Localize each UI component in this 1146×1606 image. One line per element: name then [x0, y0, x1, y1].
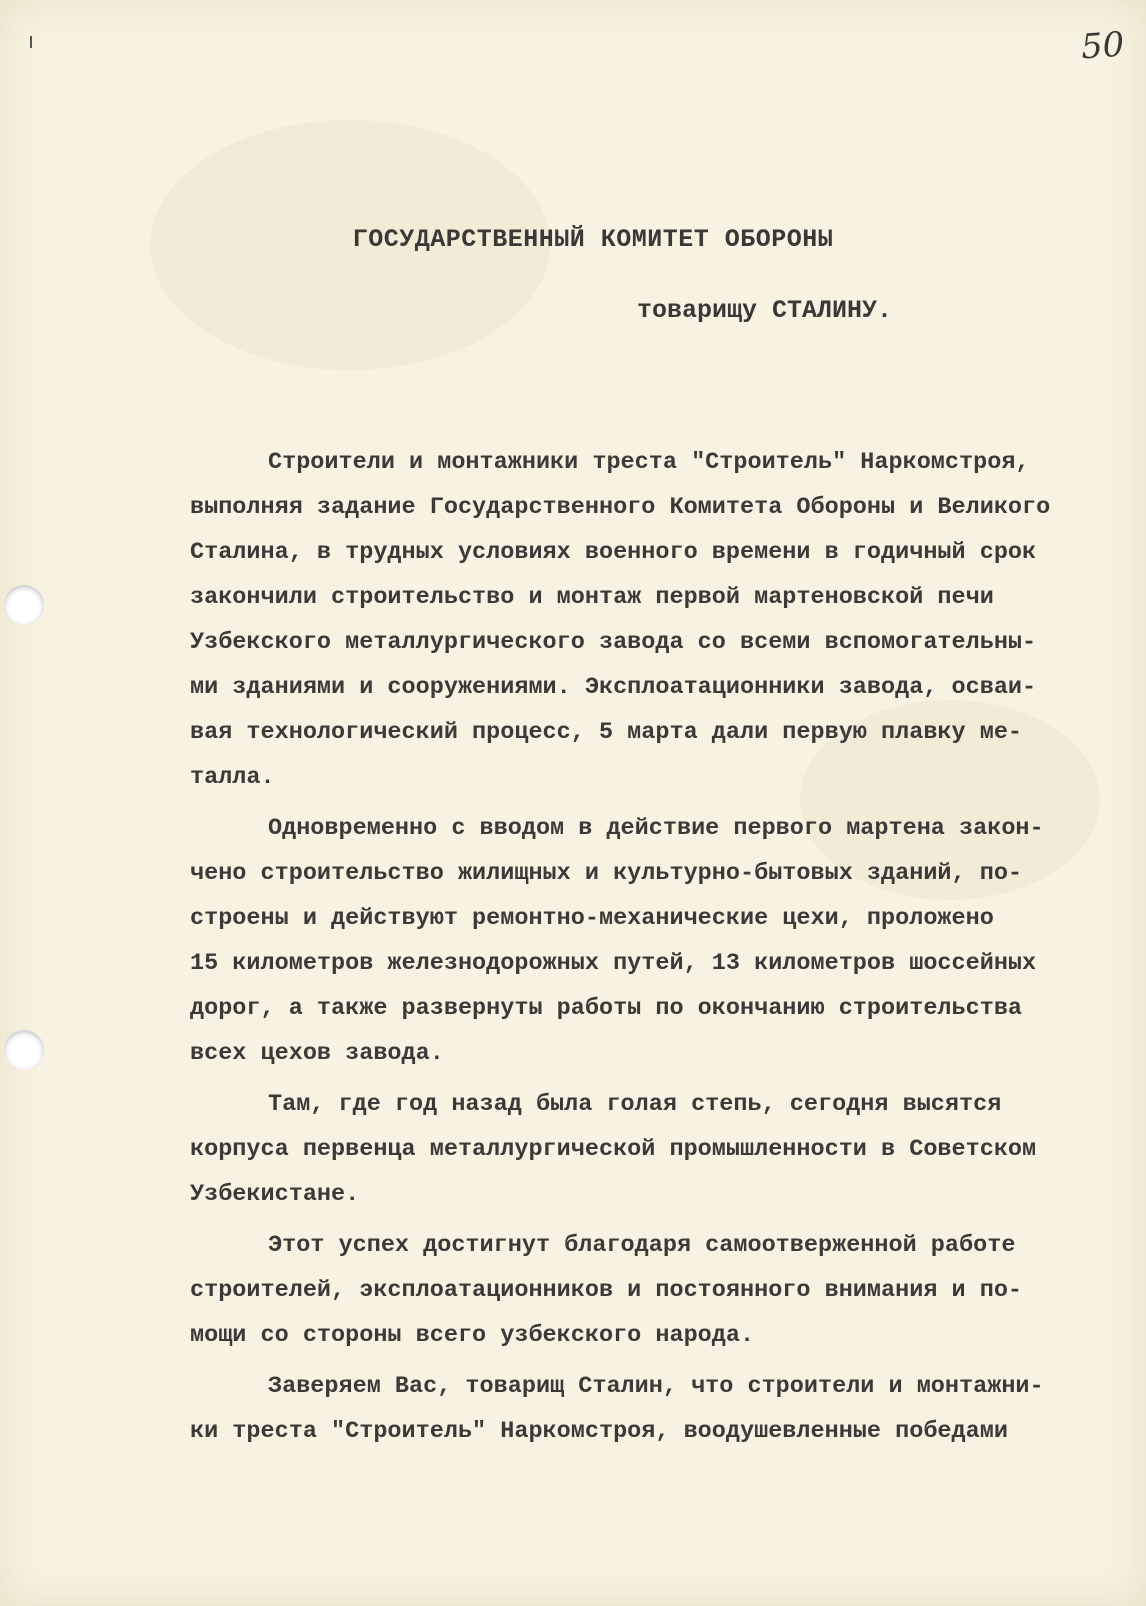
text-line: вая технологический процесс, 5 марта дали первую плавку ме- [190, 719, 1023, 746]
paragraph [190, 1223, 1110, 1358]
text-line: Там, где год назад была голая степь, сегодня высятся [268, 1091, 1002, 1118]
text-line: корпуса первенца металлургической промышленности в Советском [190, 1136, 1037, 1163]
text-line: ки треста "Строитель" Наркомстроя, воодушевленные победами [190, 1418, 1008, 1445]
text-line: Узбекского металлургического завода со всеми вспомогательны- [190, 629, 1037, 656]
text-line: Этот успех достигнут благодаря самоотверженной работе [268, 1232, 1016, 1259]
text-line: закончили строительство и монтаж первой мартеновской печи [190, 584, 994, 611]
text-line: Одновременно с вводом в действие первого мартена закон- [268, 815, 1044, 842]
text-line: Сталина, в трудных условиях военного времени в годичный срок [190, 539, 1037, 566]
text-line: 15 километров железнодорожных путей, 13 километров шоссейных [190, 950, 1037, 977]
text-line: всех цехов завода. [190, 1040, 444, 1067]
text-line: строены и действуют ремонтно-механические цехи, проложено [190, 905, 994, 932]
punch-hole [4, 585, 44, 625]
paragraph [190, 1082, 1110, 1217]
text-line: Заверяем Вас, товарищ Сталин, что строители и монтажни- [268, 1373, 1044, 1400]
text-line: Узбекистане. [190, 1181, 360, 1208]
letter-body [190, 440, 1110, 1460]
text-line: выполняя задание Государственного Комитета Обороны и Великого [190, 494, 1051, 521]
header-addressee: товарищу СТАЛИНУ. [637, 296, 893, 325]
page-number: 50 [1079, 24, 1126, 68]
text-line: чено строительство жилищных и культурно-бытовых зданий, по- [190, 860, 1023, 887]
header-organization: ГОСУДАРСТВЕННЫЙ КОМИТЕТ ОБОРОНЫ [352, 225, 834, 254]
text-line: Строители и монтажники треста "Строитель" Наркомстроя, [268, 449, 1030, 476]
text-line: ми зданиями и сооружениями. Эксплоатационники завода, осваи- [190, 674, 1037, 701]
paragraph [190, 440, 1110, 800]
margin-mark [30, 36, 32, 48]
text-line: дорог, а также развернуты работы по окончанию строительства [190, 995, 1023, 1022]
text-line: талла. [190, 764, 275, 791]
paragraph [190, 1364, 1110, 1454]
punch-hole [4, 1030, 44, 1070]
paragraph [190, 806, 1110, 1076]
text-line: строителей, эксплоатационников и постоянного внимания и по- [190, 1277, 1023, 1304]
text-line: мощи со стороны всего узбекского народа. [190, 1322, 755, 1349]
